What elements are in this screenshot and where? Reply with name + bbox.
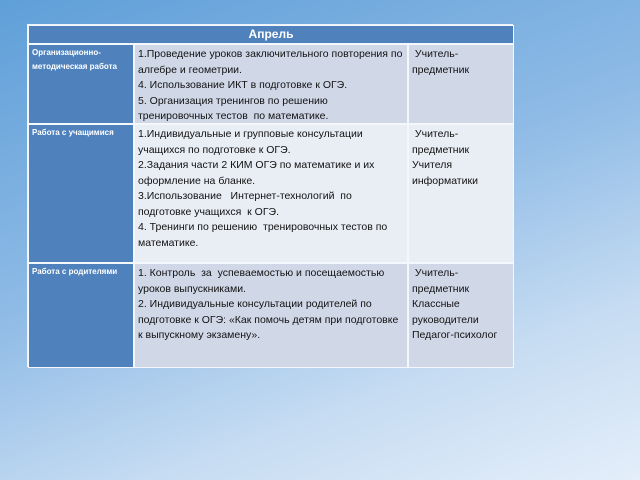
task-item: 4. Тренинги по решению тренировочных тестов по математике. [138,221,391,249]
responsible-item: Педагог-психолог [412,329,498,341]
task-item: 2. Индивидуальные консультации родителей по подготовке к ОГЭ: «Как помочь детям при подготовке к выпускному экзамену». [138,298,402,341]
responsible-students [408,124,514,263]
task-item: 4. Использование ИКТ в подготовке к ОГЭ. [138,79,348,91]
responsible-parents [408,263,514,368]
task-item: 5. Организация тренингов по решению тренировочных тестов по математике. [138,94,331,122]
task-item: 1. Контроль за успеваемостью и посещаемостью уроков выпускниками. [138,267,388,295]
tasks-students [134,124,408,263]
responsible-item: Учитель-предметник [412,267,470,295]
responsible-item: Учитель-предметник [412,48,470,76]
april-plan-table [27,24,513,367]
task-item: 2.Задания части 2 КИМ ОГЭ по математике и их оформление на бланке. [138,159,378,187]
section-org-methodical: Организационно-методическая работа [28,44,134,124]
responsible-org-methodical [408,44,514,124]
task-item: 3.Использование Интернет-технологий по подготовке учащихся к ОГЭ. [138,190,355,218]
table-header: Апрель [28,25,514,44]
section-students: Работа с учащимися [28,124,134,263]
task-item: 1.Проведение уроков заключительного повторения по алгебре и геометрии. [138,48,406,76]
responsible-item: Классные руководители [412,298,479,326]
responsible-item: Учителя информатики [412,159,478,187]
tasks-parents [134,263,408,368]
task-item: 1.Индивидуальные и групповые консультации учащихся по подготовке к ОГЭ. [138,128,366,156]
responsible-item: Учитель-предметник [412,128,470,156]
tasks-org-methodical [134,44,408,124]
section-parents: Работа с родителями [28,263,134,368]
